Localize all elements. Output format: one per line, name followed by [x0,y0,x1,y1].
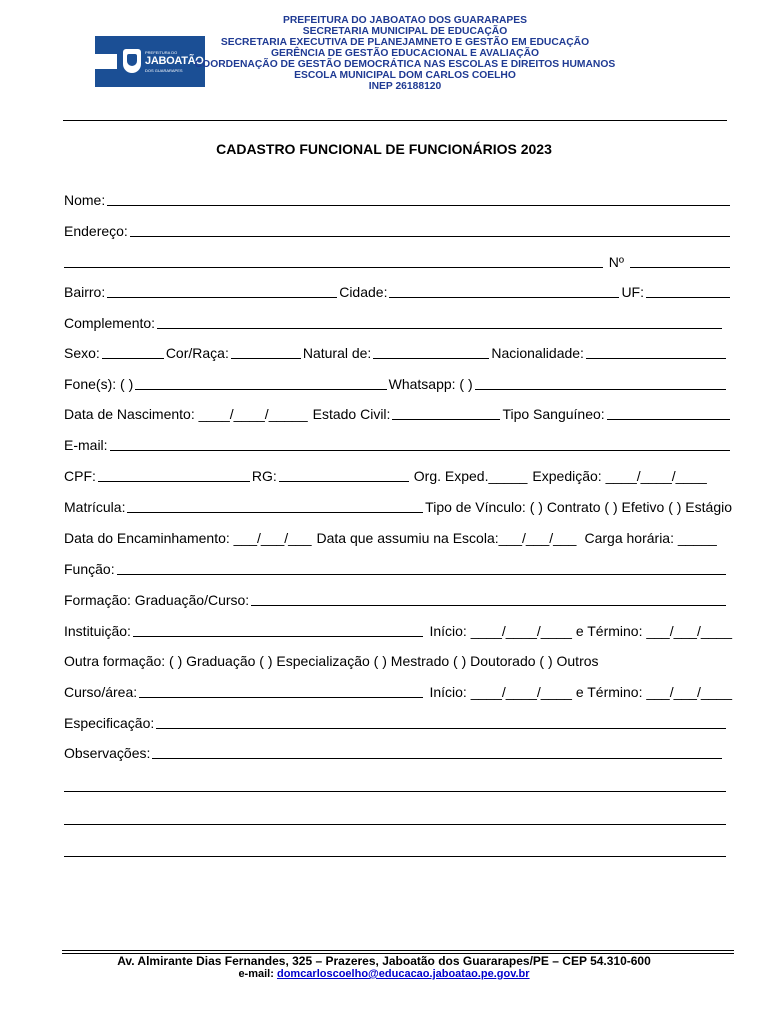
field-rg[interactable] [279,468,409,482]
header-separator [63,120,727,121]
row-email [64,435,732,453]
label-fone: Fone(s): ( ) [64,376,134,392]
row-observacoes [64,743,732,761]
label-instituicao: Instituição: [64,623,131,639]
field-nome[interactable] [107,192,730,206]
label-tipo-sanguineo: Tipo Sanguíneo: [502,406,605,422]
label-endereco: Endereço: [64,223,128,239]
field-curso-area[interactable] [139,684,423,698]
field-nascimento[interactable]: Data de Nascimento: ____/____/_____ [64,406,308,422]
logo-main-text: JABOATÃO [145,55,204,67]
field-sexo[interactable] [102,345,164,359]
label-especificacao: Especificação: [64,715,155,731]
header-line-4: GERÊNCIA DE GESTÃO EDUCACIONAL E AVALIAÇÃO [270,48,540,59]
row-sexo [64,343,732,361]
field-outra-formacao[interactable]: Outra formação: ( ) Graduação ( ) Especialização ( ) Mestrado ( ) Doutorado ( ) Outros [64,653,599,669]
row-obs-line-3 [64,841,732,859]
row-nome [64,190,732,208]
row-complemento [64,313,732,331]
label-bairro: Bairro: [64,284,106,300]
field-inst-datas[interactable]: Início: ____/____/____ e Término: ___/___/____ [429,623,732,639]
field-uf[interactable] [646,284,730,298]
row-curso-area [64,682,732,700]
field-encaminhamento[interactable]: Data do Encaminhamento: ___/___/___ [64,530,312,546]
row-endereco-2 [64,252,732,270]
label-sexo: Sexo: [64,345,100,361]
header-line-2: SECRETARIA MUNICIPAL DE EDUCAÇÃO [302,26,508,37]
label-email: E-mail: [64,437,108,453]
label-uf: UF: [621,284,644,300]
label-formacao: Formação: Graduação/Curso: [64,592,250,608]
page-title: CADASTRO FUNCIONAL DE FUNCIONÁRIOS 2023 [216,141,552,157]
footer-email-line [0,968,768,980]
field-natural[interactable] [373,345,489,359]
field-nacionalidade[interactable] [586,345,726,359]
field-especificacao[interactable] [156,715,726,729]
field-endereco[interactable] [130,223,730,237]
footer-email-label: e-mail: [238,968,274,980]
field-bairro[interactable] [107,284,337,298]
row-bairro [64,282,732,300]
row-funcao [64,559,732,577]
field-funcao[interactable] [117,561,726,575]
field-matricula[interactable] [127,499,423,513]
header-line-1: PREFEITURA DO JABOATAO DOS GUARARAPES [282,15,528,26]
footer-email-link[interactable]: domcarloscoelho@educacao.jaboatao.pe.gov.br [276,968,530,980]
label-numero: Nº [608,254,624,270]
label-estado-civil: Estado Civil: [312,406,391,422]
label-nome: Nome: [64,192,106,208]
row-nascimento [64,404,732,422]
header-line-7: INEP 26188120 [368,81,442,92]
field-obs-line-2[interactable] [64,811,726,825]
field-cpf[interactable] [98,468,250,482]
label-complemento: Complemento: [64,315,156,331]
field-curso-datas[interactable]: Início: ____/____/____ e Término: ___/___/____ [429,684,732,700]
label-rg: RG: [251,468,277,484]
field-obs-line-3[interactable] [64,843,726,857]
field-fone[interactable] [135,376,386,390]
field-cidade[interactable] [389,284,619,298]
coat-of-arms-icon [123,49,141,73]
field-org-exped[interactable]: Org. Exped._____ [413,468,528,484]
label-natural: Natural de: [302,345,372,361]
row-obs-line-2 [64,809,732,827]
footer-rule-top [62,950,734,951]
field-instituicao[interactable] [133,623,424,637]
row-obs-line-1 [64,776,732,794]
field-cor-raca[interactable] [231,345,301,359]
field-obs-line-1[interactable] [64,778,726,792]
field-endereco-cont[interactable] [64,254,603,268]
field-observacoes[interactable] [152,745,722,759]
letterhead [0,15,768,97]
logo-stripe [95,54,117,69]
field-carga[interactable]: Carga horária: _____ [584,530,717,546]
label-cpf: CPF: [64,468,96,484]
field-expedicao[interactable]: Expedição: ____/____/____ [532,468,707,484]
field-email[interactable] [110,437,730,451]
field-formacao[interactable] [251,592,726,606]
label-whatsapp: Whatsapp: ( ) [388,376,473,392]
label-nacionalidade: Nacionalidade: [491,345,584,361]
label-observacoes: Observações: [64,745,151,761]
field-tipo-vinculo[interactable]: Tipo de Vínculo: ( ) Contrato ( ) Efetivo ( ) Estágio [425,499,732,515]
field-tipo-sanguineo[interactable] [607,406,730,420]
field-numero[interactable] [630,254,730,268]
field-whatsapp[interactable] [475,376,726,390]
field-estado-civil[interactable] [392,406,500,420]
label-matricula: Matrícula: [64,499,126,515]
label-funcao: Função: [64,561,115,577]
label-cor-raca: Cor/Raça: [165,345,229,361]
row-matricula [64,497,732,515]
label-curso-area: Curso/área: [64,684,138,700]
header-line-3: SECRETARIA EXECUTIVA DE PLANEJAMNETO E GESTÃO EM EDUCAÇÃO [220,37,590,48]
field-assumiu[interactable]: Data que assumiu na Escola:___/___/___ [316,530,577,546]
row-encaminhamento [64,528,732,546]
row-especificacao [64,713,732,731]
footer-address: Av. Almirante Dias Fernandes, 325 – Prazeres, Jaboatão dos Guararapes/PE – CEP 54.310-600 [117,954,651,968]
row-formacao [64,590,732,608]
header-line-6: ESCOLA MUNICIPAL DOM CARLOS COELHO [294,70,516,81]
row-outra-formacao [64,651,732,669]
logo-top-text: PREFEITURA DO [145,50,178,55]
row-endereco [64,221,732,239]
row-cpf [64,466,732,484]
logo-sub-text: DOS GUARARAPES [145,68,183,73]
row-instituicao [64,621,732,639]
field-complemento[interactable] [157,315,722,329]
header-line-5: COORDENAÇÃO DE GESTÃO DEMOCRÁTICA NAS ESCOLAS E DIREITOS HUMANOS [194,59,616,70]
row-fone [64,374,732,392]
label-cidade: Cidade: [339,284,388,300]
